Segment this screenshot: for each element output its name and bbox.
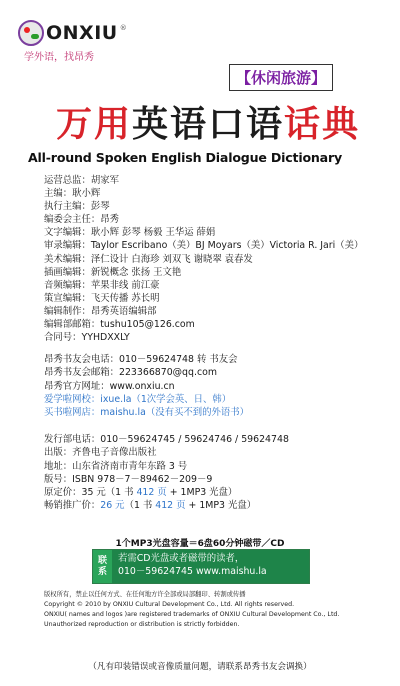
title-part-1: 万用	[56, 104, 133, 145]
title-part-3: 话典	[284, 104, 361, 145]
credit-line: 策宣编辑：飞天传播 苏长明	[44, 292, 160, 304]
credit-line: 音频编辑：苹果非线 前江豪	[44, 279, 160, 291]
credit-line: 插画编辑：新锐概念 张扬 王文艳	[44, 266, 182, 278]
credit-line: 审录编辑：Taylor Escribano（美）BJ Moyars（美）Victoria R. Jari（美）	[44, 240, 364, 252]
book-subtitle: All-round Spoken English Dialogue Dictionary	[28, 150, 342, 165]
legal-line: Unauthorized reproduction or distribution is strictly forbidden.	[44, 621, 240, 629]
exchange-notice: （凡有印装错误或音像质量问题，请联系昂秀书友会调换）	[88, 662, 312, 672]
club-info	[44, 353, 249, 419]
publishing-info	[44, 433, 289, 513]
logo-mark	[18, 20, 138, 46]
publisher-logo	[18, 20, 138, 63]
credit-line: 美术编辑：泽仁设计 白海珍 刘双飞 谢晓翠 袁春发	[44, 253, 253, 265]
logo-face-icon	[18, 20, 44, 46]
credit-line: 主编：耿小辉	[44, 188, 101, 200]
legal-notice	[44, 590, 339, 630]
online-school-link[interactable]: 爱学啦网校：ixue.la（1次学会英、日、韩）	[44, 393, 232, 405]
club-phone: 昂秀书友会电话：010－59624748 转 书友会	[44, 354, 238, 365]
logo-registered: ®	[119, 24, 127, 32]
publisher: 出版：齐鲁电子音像出版社	[44, 447, 157, 459]
contact-line-1: 若需CD光盘或者磁带的读者，	[118, 553, 245, 564]
credit-line: 编委会主任：昂秀	[44, 214, 120, 226]
contract-number: 合同号：YYHDXXLY	[44, 332, 130, 343]
promo-amount: 26 元	[100, 500, 125, 512]
price-pages: 412 页	[136, 487, 167, 499]
distribution-phone: 发行部电话：010－59624745 / 59624746 / 59624748	[44, 434, 289, 445]
logo-brand: ONXIU	[46, 22, 118, 44]
credit-line: 编辑部邮箱：tushu105@126.com	[44, 319, 195, 331]
credit-line: 执行主编：彭琴	[44, 201, 110, 213]
badge-char-1: 联	[97, 555, 107, 566]
publisher-address: 地址：山东省济南市青年东路 3 号	[44, 460, 188, 472]
credits-list	[44, 174, 363, 331]
contact-badge	[93, 550, 112, 583]
original-price	[44, 486, 289, 499]
promo-pages: 412 页	[155, 500, 186, 512]
series-tag: 【休闲旅游】	[229, 64, 333, 91]
official-website[interactable]: 昂秀官方网址：www.onxiu.cn	[44, 380, 175, 392]
credit-line: 编辑制作：昂秀英语编辑部	[44, 305, 157, 317]
club-email: 昂秀书友会邮箱：223366870@qq.com	[44, 367, 217, 379]
legal-line: ONXIU( names and logos )are registered trademarks of ONXIU Cultural Development Co., Ltd.	[44, 611, 340, 619]
logo-slogan: 学外语，找昂秀	[24, 52, 94, 63]
promo-mid: （1 书	[124, 500, 156, 512]
title-part-2: 英语口语	[132, 104, 285, 145]
price-prefix: 原定价：35 元（1 书	[44, 487, 137, 499]
contact-line-2[interactable]: 010－59624745 www.maishu.la	[118, 565, 267, 577]
contact-box	[92, 549, 310, 584]
promo-suffix: + 1MP3 光盘）	[185, 500, 257, 512]
legal-line: 版权所有，禁止以任何方式、在任何地方许全部或局部翻印、转割或传播	[44, 591, 246, 598]
credit-line: 文字编辑：耿小辉 彭琴 杨毅 王华运 薛娟	[44, 227, 216, 239]
mp3-capacity-note: 1个MP3光盘容量＝6盘60分钟磁带／CD	[115, 539, 285, 549]
online-store-link[interactable]: 买书啦网店：maishu.la（没有买不到的外语书）	[44, 407, 249, 419]
promo-price	[44, 499, 289, 512]
credit-line: 运营总监：胡家军	[44, 175, 120, 186]
promo-prefix: 畅销推广价：	[44, 500, 101, 512]
price-suffix: + 1MP3 光盘）	[166, 487, 238, 499]
contact-body	[112, 550, 309, 583]
badge-char-2: 系	[97, 566, 107, 577]
book-title	[56, 96, 360, 147]
legal-line: Copyright © 2010 by ONXIU Cultural Development Co., Ltd. All rights reserved.	[44, 601, 295, 609]
isbn: 版号：ISBN 978－7－89462－209－9	[44, 473, 213, 485]
